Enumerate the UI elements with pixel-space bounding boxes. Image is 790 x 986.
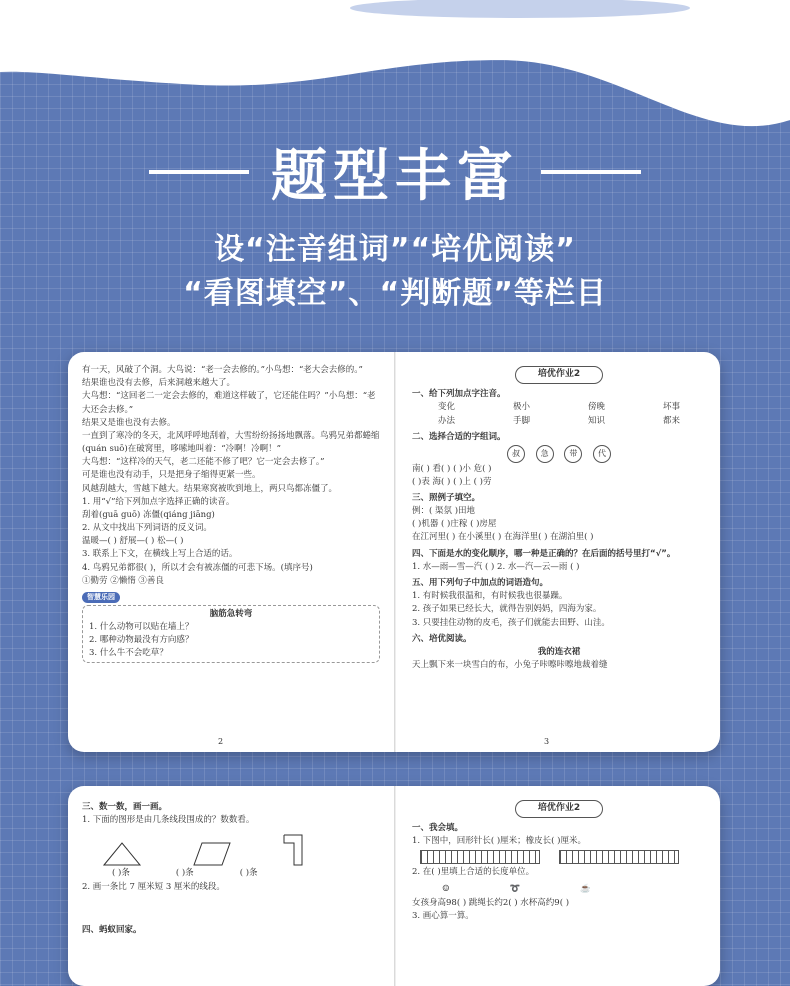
text-line: 大鸟想：“这回老二一定会去修的，难道这样破了，它还能住吗？”小鸟想：“老大还会去修。” [82, 391, 376, 415]
right-dash [541, 170, 641, 174]
left-page [68, 352, 394, 752]
text-line: 有一天，风破了个洞。大鸟说：“老一会去修的。”小鸟想：“老大会去修的。” [82, 365, 363, 375]
word: 坏事 [662, 402, 680, 413]
left-page [68, 786, 394, 986]
reading-passage [82, 364, 380, 588]
exercise-row: 1. 水—雨—雪—汽 ( ) 2. 水—汽—云—雨 ( ) [412, 561, 580, 572]
rulers [412, 848, 706, 866]
exercise-row: 2. 孩子如果已经长大，就得告别妈妈，四海为家。 [412, 604, 602, 615]
answer-blank: ( )条 [239, 868, 258, 879]
l-shape-icon [282, 833, 306, 867]
brain-teaser-title: 脑筋急转弯 [209, 608, 253, 619]
question-line: 女孩身高98( ) 跳绳长约2( ) 水杯高约9( ) [412, 897, 570, 908]
jump-rope-icon: ➰ [509, 884, 521, 895]
word: 极小 [512, 402, 530, 413]
answer-blank: ( )条 [175, 868, 194, 879]
section-heading: 一、给下列加点字注音。 [412, 388, 506, 399]
section-heading: 二、选择合适的字组词。 [412, 432, 506, 443]
page-number: 3 [543, 736, 550, 746]
exercise-row: 在江河里( ) 在小溪里( ) 在海洋里( ) 在湖泊里( ) [412, 532, 594, 543]
exercise-row: 例：( 渠氛 )田地 [412, 506, 476, 517]
char-circle: 叔 [507, 445, 525, 463]
exercise-row: ( )机器 ( )庄稼 ( )房屋 [412, 519, 497, 530]
question-line: 1. 用“√”给下列加点字选择正确的读音。 [82, 496, 235, 507]
section-pill: 培优作业2 [515, 800, 603, 818]
char-circle: 代 [593, 445, 611, 463]
text-line: 大鸟想：“这样冷的天气，老二还能不修了吧？它一定会去修了。” [82, 457, 325, 468]
text-line: 风越刮越大，雪越下越大。结果寒窝被吹到地上，两只鸟都冻僵了。 [82, 483, 338, 494]
char-circles [412, 445, 706, 463]
triangle-icon [102, 841, 142, 867]
char-circle: 急 [536, 445, 554, 463]
cup-icon: ☕ [580, 884, 591, 895]
workbook-spread-2 [68, 786, 720, 986]
story-title: 我的连衣裙 [537, 646, 581, 657]
ruler-icon [420, 850, 540, 864]
headline [0, 132, 790, 212]
question-line: 刮着(guā guō) 冻僵(qiáng jiāng) [82, 509, 215, 520]
section-pill: 培优作业2 [515, 366, 603, 384]
parallelogram-icon [192, 841, 232, 867]
answer-blank: ( )条 [112, 868, 130, 879]
brain-teaser-item: 3. 什么牛不会吃草？ [89, 648, 168, 659]
text-line: 结果谁也没有去修，后来洞越来越大了。 [82, 378, 236, 389]
word: 傍晚 [587, 402, 605, 413]
girl-icon: ☺ [442, 884, 450, 895]
section-heading: 四、蚂蚁回家。 [82, 924, 142, 935]
word: 办法 [437, 416, 455, 427]
text-line: 一直到了寒冷的冬天，北风呼呼地刮着，大雪纷纷扬扬地飘落。鸟鸦兄弟都蜷缩(quán suō)在破窝里，哆嗦地叫着：“冷啊！冷啊！” [82, 430, 380, 455]
brain-teaser-item: 2. 哪种动物最没有方向感？ [89, 635, 194, 646]
text-line: 结果又是谁也没有去修。 [82, 417, 176, 428]
section-heading: 五、用下列句子中加点的词语造句。 [412, 578, 549, 588]
word: 变化 [437, 402, 455, 413]
brain-teaser-item: 1. 什么动物可以贴在墙上？ [89, 621, 194, 632]
question-line: 1. 下图中，回形针长( )厘米；橡皮长( )厘米。 [412, 836, 586, 847]
shape-answers [112, 867, 380, 880]
word: 手脚 [512, 416, 530, 427]
question-line: 4. 鸟鸦兄弟都很( )，所以才会有被冻僵的可悲下场。(填序号) [82, 562, 313, 573]
ruler-icon [559, 850, 679, 864]
page-number: 2 [217, 736, 224, 746]
right-page [394, 786, 720, 986]
char-circle: 带 [564, 445, 582, 463]
wisdom-section [82, 592, 380, 603]
subtitle-line-1: 设“注音组词”“培优阅读” [214, 232, 576, 267]
exercise-row: 1. 有时候我很温和，有时候我也很暴躁。 [412, 591, 568, 602]
exercise-row: ( )表 海( ) ( )上 ( )劳 [412, 476, 492, 487]
word: 都来 [662, 416, 680, 427]
exercise-row: 南( ) 看( ) ( )小 危( ) [412, 463, 492, 474]
right-page [394, 352, 720, 752]
page-title: 题型丰富 [271, 144, 519, 209]
section-heading: 四、下面是水的变化顺序，哪一种是正确的？在后面的括号里打“√”。 [412, 548, 676, 559]
top-banner-wave [0, 0, 790, 140]
exercise-row: 3. 只要挂住动物的皮毛，孩子们就能去田野、山洼。 [412, 617, 610, 628]
section-heading: 三、照例子填空。 [412, 492, 481, 503]
question-line: 1. 下面的图形是由几条线段围成的？数数看。 [82, 815, 255, 826]
brain-teaser-box [82, 605, 380, 664]
subtitle-line-2: “看图填空”、“判断题”等栏目 [183, 276, 607, 311]
left-dash [149, 170, 249, 174]
pinyin-words [412, 401, 706, 428]
question-line: ①勤劳 ②懒惰 ③善良 [82, 575, 164, 586]
workbook-spread-1 [68, 352, 720, 752]
story-line: 天上飘下来一块雪白的布，小兔子咔嚓咔嚓地裁着缝 [412, 660, 608, 671]
question-line: 2. 从文中找出下列词语的反义词。 [82, 523, 212, 534]
section-heading: 六、培优阅读。 [412, 633, 472, 644]
wisdom-badge: 智慧乐园 [82, 592, 120, 603]
question-line: 温暖—( ) 舒展—( ) 松—( ) [82, 536, 184, 547]
question-line: 3. 联系上下文，在横线上写上合适的话。 [82, 549, 238, 560]
section-heading: 三、数一数，画一画。 [82, 802, 168, 812]
measure-pictures [442, 883, 706, 896]
section-heading: 一、我会填。 [412, 822, 464, 833]
word: 知识 [587, 416, 605, 427]
question-line: 2. 画一条比 7 厘米短 3 厘米的线段。 [82, 881, 225, 892]
question-line: 3. 画心算一算。 [412, 910, 474, 921]
shape-figures [102, 833, 380, 867]
text-line: 可是谁也没有动手，只是把身子缩得更紧一些。 [82, 470, 261, 481]
question-line: 2. 在( )里填上合适的长度单位。 [412, 867, 535, 878]
